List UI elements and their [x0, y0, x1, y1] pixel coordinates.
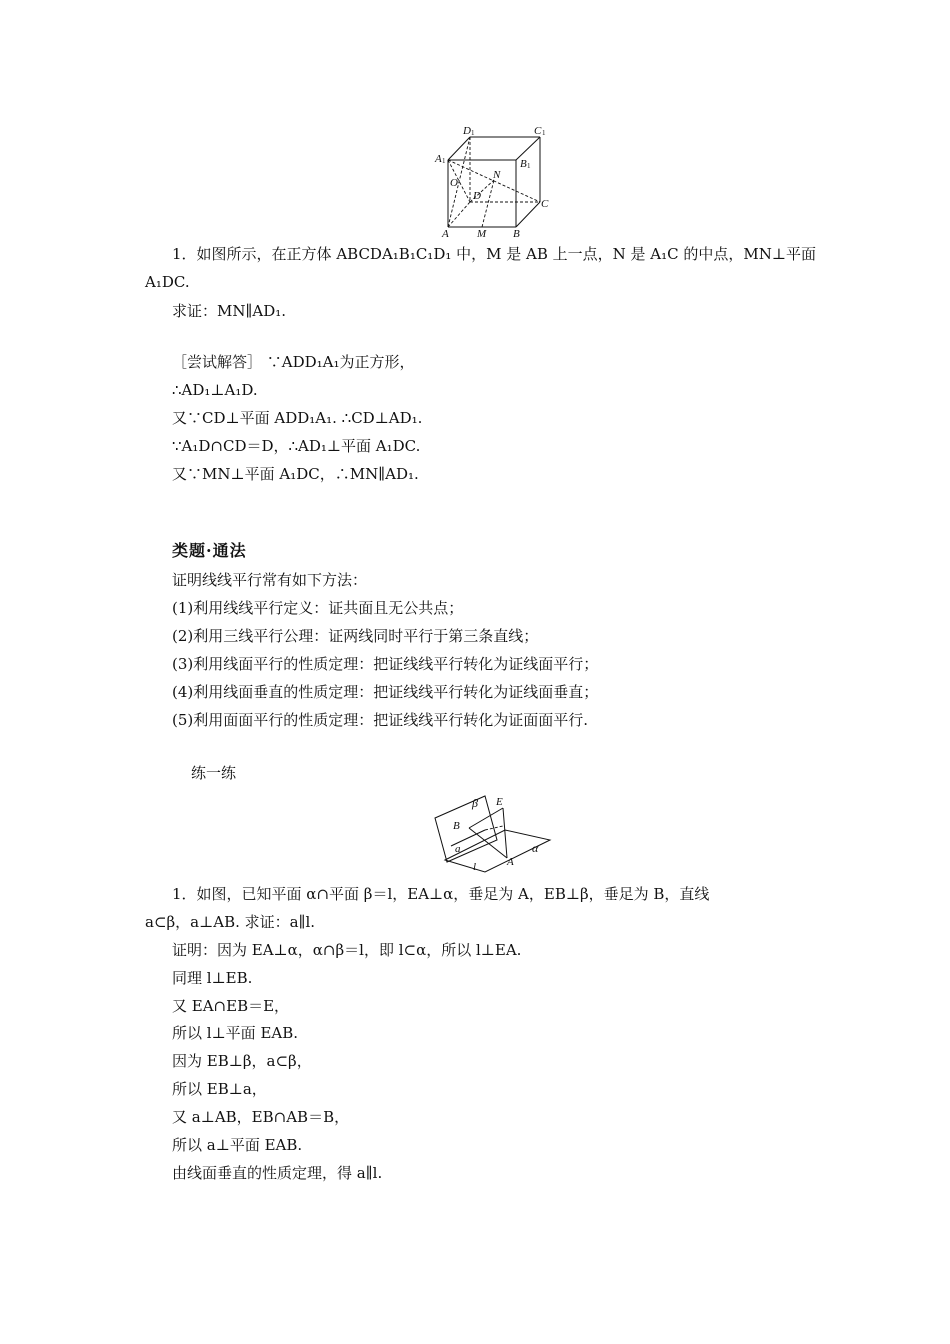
proof-line-5: 因为 EB⊥β，a⊂β，: [172, 1052, 312, 1070]
proof-line-2: 同理 l⊥EB.: [172, 969, 253, 987]
method-intro: 证明线线平行常有如下方法：: [172, 571, 368, 589]
label-D1: D: [463, 125, 471, 137]
label-C: C: [541, 198, 549, 210]
proof-line-1: 证明：因为 EA⊥α，α∩β＝l，即 l⊂α，所以 l⊥EA.: [172, 941, 522, 959]
label-E: E: [496, 796, 503, 808]
label-C1: C: [534, 125, 542, 137]
label-N: N: [493, 169, 501, 181]
label-D1-sub: 1: [471, 129, 475, 137]
label-B1: B: [520, 158, 527, 170]
label-a: a: [455, 843, 461, 855]
solution-line-3: 又∵CD⊥平面 ADD₁A₁. ∴CD⊥AD₁.: [172, 409, 423, 427]
label-l: l: [473, 861, 477, 873]
proof-line-3: 又 EA∩EB＝E，: [172, 997, 290, 1015]
label-D: D: [473, 190, 481, 202]
practice-statement-cont: a⊂β，a⊥AB. 求证：a∥l.: [145, 913, 316, 931]
label-A-plane: A: [507, 856, 514, 868]
method-item-2: (2)利用三线平行公理：证两线同时平行于第三条直线；: [172, 627, 539, 645]
method-item-5: (5)利用面面平行的性质定理：把证线线平行转化为证面面平行.: [172, 711, 589, 729]
label-M: M: [477, 228, 487, 240]
proof-line-4: 所以 l⊥平面 EAB.: [172, 1024, 299, 1042]
practice-statement: 1．如图，已知平面 α∩平面 β＝l，EA⊥α，垂足为 A，EB⊥β，垂足为 B，直线: [172, 885, 710, 903]
method-item-1: (1)利用线线平行定义：证共面且无公共点；: [172, 599, 464, 617]
cube-figure: [430, 120, 560, 240]
method-item-4: (4)利用线面垂直的性质定理：把证线线平行转化为证线面垂直；: [172, 683, 599, 701]
solution-line-5: 又∵MN⊥平面 A₁DC，∴MN∥AD₁.: [172, 465, 419, 483]
label-A1: A: [435, 153, 442, 165]
proof-line-6: 所以 EB⊥a，: [172, 1080, 267, 1098]
proof-line-8: 所以 a⊥平面 EAB.: [172, 1136, 303, 1154]
problem-1-prove: 求证：MN∥AD₁.: [172, 302, 287, 320]
solution-line-4: ∵A₁D∩CD＝D，∴AD₁⊥平面 A₁DC.: [172, 437, 421, 455]
method-item-3: (3)利用线面平行的性质定理：把证线线平行转化为证线面平行；: [172, 655, 599, 673]
proof-line-9: 由线面垂直的性质定理，得 a∥l.: [172, 1164, 383, 1182]
label-B: B: [513, 228, 520, 240]
label-A: A: [442, 228, 449, 240]
problem-1-statement: 1．如图所示，在正方体 ABCDA₁B₁C₁D₁ 中，M 是 AB 上一点，N 是 A₁C 的中点，MN⊥平面: [172, 245, 816, 263]
label-alpha: α: [532, 841, 539, 855]
proof-line-7: 又 a⊥AB，EB∩AB＝B，: [172, 1108, 350, 1126]
label-beta: β: [472, 796, 478, 810]
label-B-plane: B: [453, 820, 460, 832]
label-B1-sub: 1: [527, 162, 531, 170]
solution-line-2: ∴AD₁⊥A₁D.: [172, 381, 258, 399]
label-A1-sub: 1: [442, 157, 446, 165]
planes-figure: [425, 790, 555, 875]
solution-line-1: ［尝试解答］ ∵ADD₁A₁为正方形，: [172, 353, 415, 371]
section-heading: 类题·通法: [172, 541, 247, 560]
label-O: O: [450, 177, 458, 189]
problem-1-statement-cont: A₁DC.: [145, 273, 190, 291]
practice-title: 练一练: [191, 764, 237, 782]
label-C1-sub: 1: [542, 129, 546, 137]
